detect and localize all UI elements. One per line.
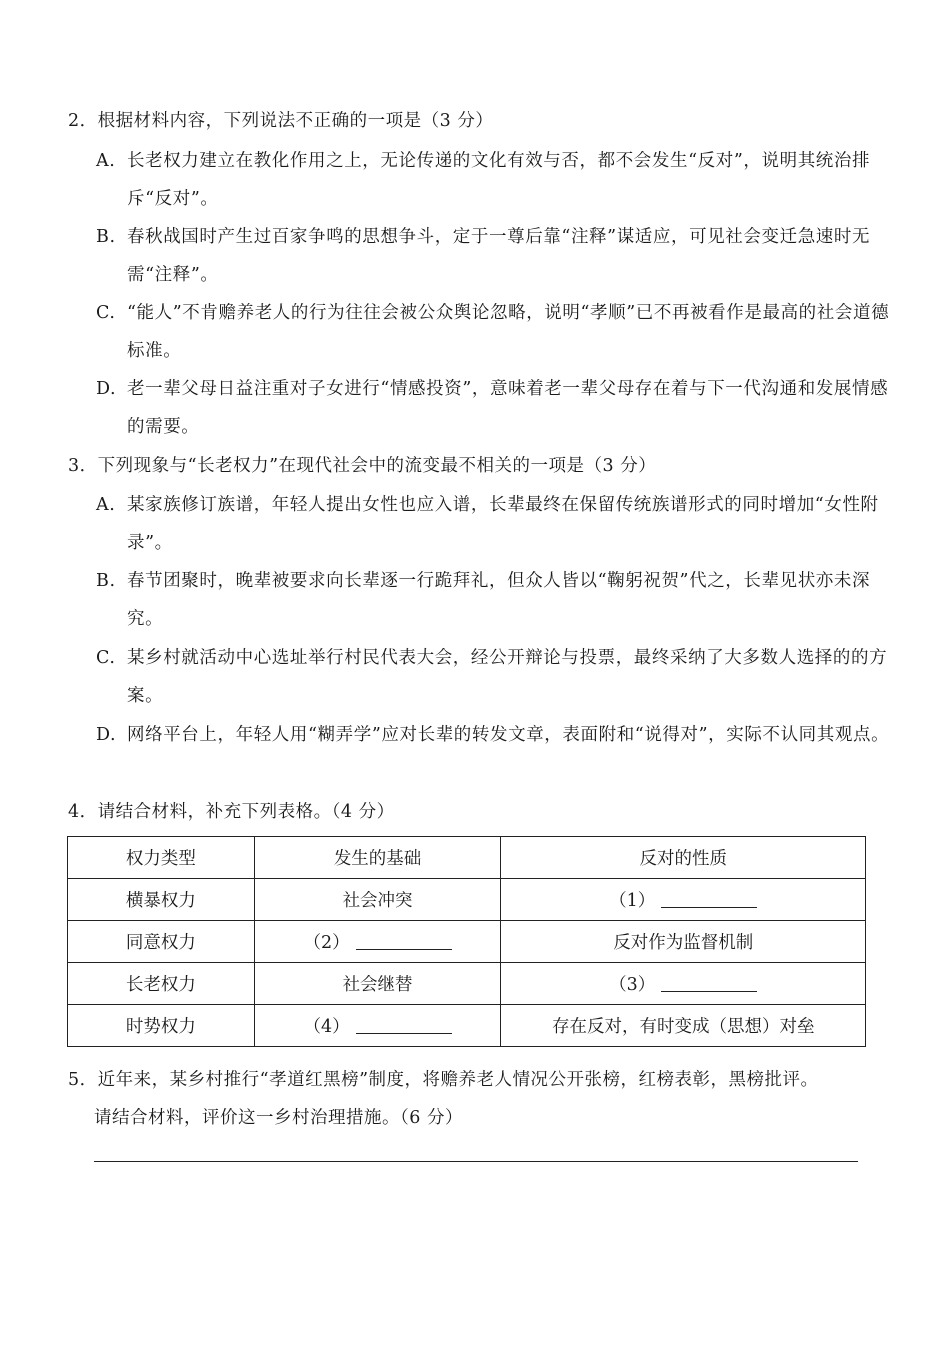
table-cell: 同意权力 (68, 921, 255, 963)
table-cell (254, 1005, 501, 1047)
question-2-title: 2．根据材料内容，下列说法不正确的一项是（3 分） (68, 111, 494, 131)
option-text: 网络平台上，年轻人用“糊弄学”应对长辈的转发文章，表面附和“说得对”，实际不认同其观点。 (127, 725, 890, 745)
table-cell: 存在反对，有时变成（思想）对垒 (501, 1005, 866, 1047)
q2-option-c (96, 294, 892, 370)
question-3-title: 3．下列现象与“长老权力”在现代社会中的流变最不相关的一项是（3 分） (68, 456, 657, 476)
table-cell (254, 921, 501, 963)
option-text: 某家族修订族谱，年轻人提出女性也应入谱，长辈最终在保留传统族谱形式的同时增加“女性附录”。 (127, 495, 879, 553)
q3-option-b (96, 562, 892, 638)
table-row (68, 879, 866, 921)
table-cell: 反对作为监督机制 (501, 921, 866, 963)
option-text: 长老权力建立在教化作用之上，无论传递的文化有效与否，都不会发生“反对”，说明其统治排斥“反对”。 (127, 151, 871, 209)
table-cell: 社会冲突 (254, 879, 501, 921)
answer-line[interactable] (94, 1161, 858, 1162)
option-text: 老一辈父母日益注重对子女进行“情感投资”，意味着老一辈父母存在着与下一代沟通和发展情感的需要。 (127, 379, 889, 437)
blank-number: （4） (303, 1017, 350, 1037)
power-types-table (67, 836, 866, 1047)
table-header-cell: 发生的基础 (254, 837, 501, 879)
table-header-cell: 反对的性质 (501, 837, 866, 879)
option-label: D. (96, 725, 117, 745)
table-header-cell: 权力类型 (68, 837, 255, 879)
answer-blank[interactable] (661, 889, 757, 908)
option-text: 春秋战国时产生过百家争鸣的思想争斗，定于一尊后靠“注释”谋适应，可见社会变迁急速时无需“注释”。 (127, 227, 871, 285)
option-label: B. (96, 571, 116, 591)
table-row (68, 963, 866, 1005)
table-cell: 社会继替 (254, 963, 501, 1005)
table-row (68, 921, 866, 963)
q2-option-b (96, 218, 892, 294)
answer-blank[interactable] (661, 973, 757, 992)
option-text: “能人”不肯赡养老人的行为往往会被公众舆论忽略，说明“孝顺”已不再被看作是最高的社会道德标准。 (127, 303, 890, 361)
q3-option-c (96, 639, 892, 715)
answer-blank[interactable] (356, 931, 452, 950)
question-5-line-1: 5．近年来，某乡村推行“孝道红黑榜”制度，将赡养老人情况公开张榜，红榜表彰，黑榜批评。 (68, 1070, 819, 1090)
option-label: C. (96, 303, 116, 323)
table-row (68, 1005, 866, 1047)
option-label: D. (96, 379, 117, 399)
q2-option-a (96, 142, 892, 218)
blank-number: （2） (303, 933, 350, 953)
table-cell: 时势权力 (68, 1005, 255, 1047)
q2-option-d (96, 370, 892, 446)
option-text: 春节团聚时，晚辈被要求向长辈逐一行跪拜礼，但众人皆以“鞠躬祝贺”代之，长辈见状亦未深究。 (127, 571, 871, 629)
option-label: A. (96, 495, 116, 515)
blank-number: （3） (609, 975, 656, 995)
question-5-line-2: 请结合材料，评价这一乡村治理措施。（6 分） (94, 1108, 463, 1128)
table-header-row (68, 837, 866, 879)
blank-number: （1） (609, 891, 656, 911)
table-cell (501, 963, 866, 1005)
option-label: B. (96, 227, 116, 247)
q3-option-d (96, 716, 892, 754)
table-cell: 长老权力 (68, 963, 255, 1005)
option-text: 某乡村就活动中心选址举行村民代表大会，经公开辩论与投票，最终采纳了大多数人选择的的方案。 (127, 648, 888, 706)
table-cell: 横暴权力 (68, 879, 255, 921)
question-4-title: 4．请结合材料，补充下列表格。（4 分） (68, 802, 395, 822)
option-label: A. (96, 151, 116, 171)
table-cell (501, 879, 866, 921)
option-label: C. (96, 648, 116, 668)
answer-blank[interactable] (356, 1015, 452, 1034)
q3-option-a (96, 486, 892, 562)
